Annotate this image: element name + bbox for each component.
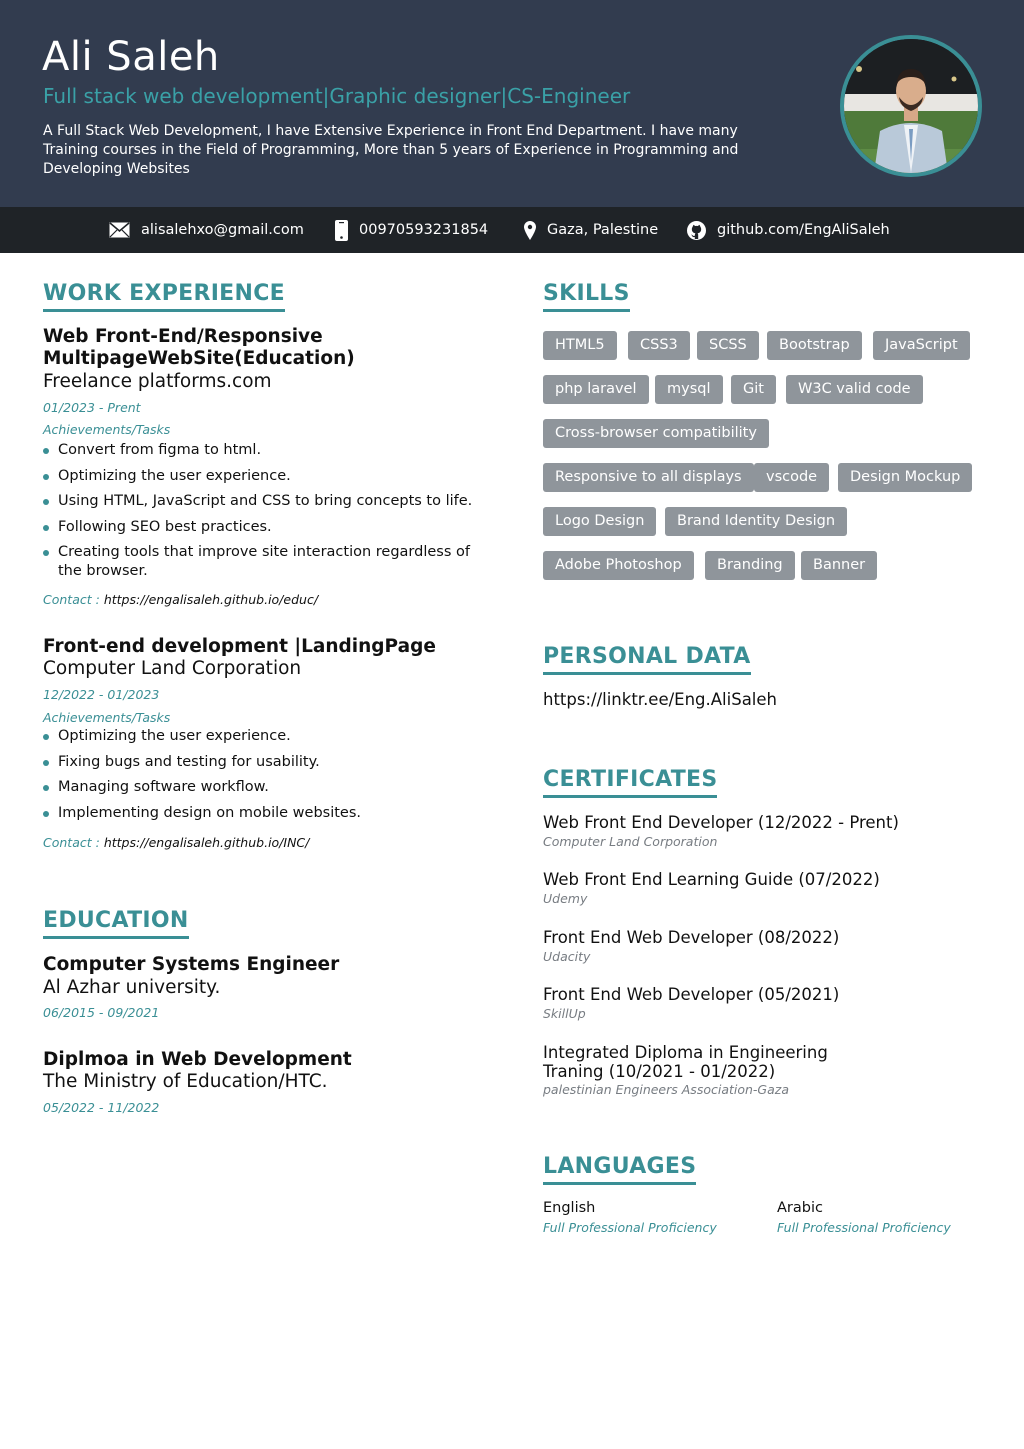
education-degree: Computer Systems Engineer: [43, 954, 340, 975]
contact-email-text: alisalehxo@gmail.com: [141, 222, 304, 238]
certificate-issuer: palestinian Engineers Association-Gaza: [543, 1082, 790, 1097]
candidate-tagline: Full stack web development|Graphic designer|CS-Engineer: [43, 84, 631, 108]
list-item: Following SEO best practices.: [43, 518, 493, 537]
education-heading: EDUCATION: [43, 908, 189, 939]
list-item: Implementing design on mobile websites.: [43, 804, 493, 823]
mobile-phone-icon: [335, 220, 348, 241]
job-contact: [43, 835, 309, 850]
github-icon: [687, 221, 706, 240]
education-degree: Diplmoa in Web Development: [43, 1049, 352, 1070]
certificates-heading: CERTIFICATES: [543, 767, 717, 798]
profile-photo-illustration: [844, 39, 978, 173]
personal-data-heading: PERSONAL DATA: [543, 644, 751, 675]
list-item: Creating tools that improve site interaction regardless of the browser.: [43, 543, 493, 581]
skill-tag: Brand Identity Design: [665, 507, 847, 536]
job-contact-label: Contact :: [43, 835, 100, 850]
skill-tag: Bootstrap: [767, 331, 862, 360]
list-item: Using HTML, JavaScript and CSS to bring concepts to life.: [43, 492, 493, 511]
skill-tag: Banner: [801, 551, 877, 580]
job-title: Front-end development |LandingPage: [43, 636, 436, 657]
language-level: Full Professional Proficiency: [777, 1220, 951, 1235]
envelope-icon: [109, 222, 130, 238]
skill-tag: Git: [731, 375, 776, 404]
list-item: Managing software workflow.: [43, 778, 493, 797]
contact-phone[interactable]: [335, 220, 488, 240]
list-item: Convert from figma to html.: [43, 441, 493, 460]
certificate-name: Front End Web Developer (08/2022): [543, 928, 840, 947]
candidate-name: Ali Saleh: [42, 34, 220, 80]
languages-heading: LANGUAGES: [543, 1154, 696, 1185]
contact-email[interactable]: [109, 220, 304, 240]
certificate-name: Web Front End Learning Guide (07/2022): [543, 870, 880, 889]
education-dates: 05/2022 - 11/2022: [43, 1100, 160, 1115]
language-name: Arabic: [777, 1200, 823, 1216]
personal-link[interactable]: https://linktr.ee/Eng.AliSaleh: [543, 690, 778, 709]
skill-tag: php laravel: [543, 375, 649, 404]
education-dates: 06/2015 - 09/2021: [43, 1005, 160, 1020]
job-title: Web Front-End/Responsive MultipageWebSite(Education): [43, 326, 355, 369]
education-school: Al Azhar university.: [43, 977, 221, 998]
job-tasks-label: Achievements/Tasks: [43, 422, 171, 437]
skill-tag: mysql: [655, 375, 723, 404]
skill-tag: Design Mockup: [838, 463, 972, 492]
job-tasks-list: [43, 441, 493, 588]
job-dates: 01/2023 - Prent: [43, 400, 141, 415]
certificate-issuer: Udemy: [543, 891, 588, 906]
list-item: Optimizing the user experience.: [43, 727, 493, 746]
certificate-issuer: Udacity: [543, 949, 591, 964]
contact-location: [524, 220, 658, 240]
job-tasks-label: Achievements/Tasks: [43, 710, 171, 725]
skill-tag: Cross-browser compatibility: [543, 419, 769, 448]
certificate-issuer: Computer Land Corporation: [543, 834, 718, 849]
profile-photo: [840, 35, 982, 177]
contact-location-text: Gaza, Palestine: [547, 222, 659, 238]
contact-bar: [0, 207, 1024, 253]
skill-tag: Logo Design: [543, 507, 656, 536]
language-level: Full Professional Proficiency: [543, 1220, 717, 1235]
job-contact-link[interactable]: https://engalisaleh.github.io/educ/: [103, 592, 319, 607]
skill-tag: Branding: [705, 551, 795, 580]
list-item: Optimizing the user experience.: [43, 467, 493, 486]
contact-github[interactable]: [687, 220, 890, 240]
skill-tag: JavaScript: [873, 331, 970, 360]
job-company: Freelance platforms.com: [43, 371, 272, 392]
skill-tag: HTML5: [543, 331, 617, 360]
header: [0, 0, 1024, 207]
contact-phone-text: 00970593231854: [359, 222, 489, 238]
list-item: Fixing bugs and testing for usability.: [43, 753, 493, 772]
certificate-name: Web Front End Developer (12/2022 - Prent): [543, 813, 899, 832]
job-company: Computer Land Corporation: [43, 658, 302, 679]
education-school: The Ministry of Education/HTC.: [43, 1071, 328, 1092]
skills-heading: SKILLS: [543, 281, 630, 312]
language-name: English: [543, 1200, 596, 1216]
job-tasks-list: [43, 727, 493, 829]
certificate-name: Integrated Diploma in Engineering Traning (10/2021 - 01/2022): [543, 1043, 828, 1081]
job-contact-link[interactable]: https://engalisaleh.github.io/INC/: [103, 835, 310, 850]
work-experience-heading: WORK EXPERIENCE: [43, 281, 285, 312]
skill-tag: vscode: [754, 463, 829, 492]
job-contact: [43, 592, 318, 607]
certificate-name: Front End Web Developer (05/2021): [543, 985, 840, 1004]
skill-tag: CSS3: [628, 331, 690, 360]
location-pin-icon: [524, 221, 536, 240]
contact-github-text: github.com/EngAliSaleh: [717, 222, 890, 238]
skill-tag: SCSS: [697, 331, 759, 360]
job-dates: 12/2022 - 01/2023: [43, 687, 160, 702]
skill-tag: Adobe Photoshop: [543, 551, 694, 580]
certificate-issuer: SkillUp: [543, 1006, 586, 1021]
skill-tag: Responsive to all displays: [543, 463, 754, 492]
skill-tag: W3C valid code: [786, 375, 923, 404]
job-contact-label: Contact :: [43, 592, 100, 607]
profile-summary: A Full Stack Web Development, I have Extensive Experience in Front End Department. I have many Training courses in the Field of Programming, More than 5 years of Experience in Programming and Developing Websites: [43, 123, 739, 177]
